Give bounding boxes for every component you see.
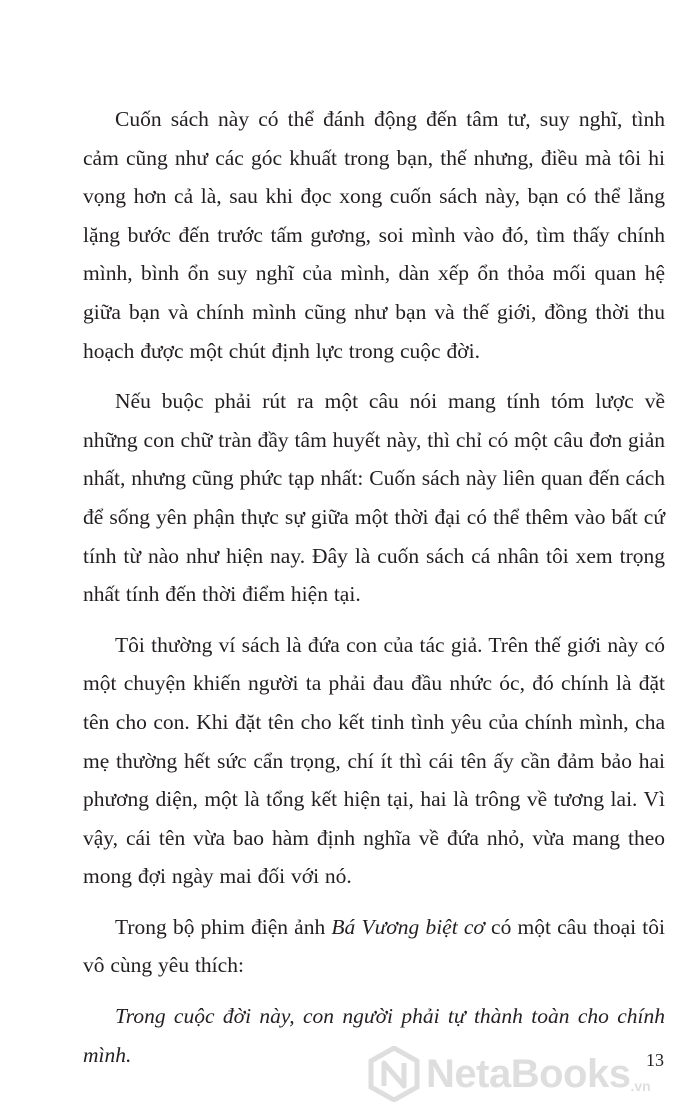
- paragraph-4-tail: có một câu thoại tôi vô cùng yêu thích:: [83, 914, 665, 978]
- page-body: [83, 100, 665, 1086]
- film-title: Bá Vương biệt cơ: [331, 914, 485, 939]
- watermark-suffix: .vn: [630, 1078, 651, 1094]
- watermark: [368, 1044, 651, 1104]
- paragraph-1: Cuốn sách này có thể đánh động đến tâm tư, suy nghĩ, tình cảm cũng như các góc khuất trong bạn, thế nhưng, điều mà tôi hi vọng hơn cả là, sau khi đọc xong cuốn sách này, bạn có thể lẳng lặng bước đến trước tấm gương, soi mình vào đó, tìm thấy chính mình, bình ổn suy nghĩ của mình, dàn xếp ổn thỏa mối quan hệ giữa bạn và chính mình cũng như bạn và thế giới, đồng thời thu hoạch được một chút định lực trong cuộc đời.: [83, 107, 665, 363]
- netabooks-logo-icon: [368, 1046, 420, 1102]
- paragraph-4: [83, 908, 665, 985]
- paragraph-4-lead: Trong bộ phim điện ảnh: [115, 914, 332, 939]
- paragraph-2: Nếu buộc phải rút ra một câu nói mang tính tóm lược về những con chữ tràn đầy tâm huyết này, thì chỉ có một câu đơn giản nhất, nhưng cũng phức tạp nhất: Cuốn sách này liên quan đến cách để sống yên phận thực sự giữa một thời đại có thể thêm vào bất cứ tính từ nào như hiện nay. Đây là cuốn sách cá nhân tôi xem trọng nhất tính đến thời điểm hiện tại.: [83, 389, 665, 607]
- quote-line: Trong cuộc đời này, con người phải tự thành toàn cho chính mình.: [83, 1004, 665, 1067]
- page-number: 13: [646, 1050, 664, 1070]
- watermark-brand: NetaBooks: [426, 1051, 631, 1096]
- paragraph-3: Tôi thường ví sách là đứa con của tác giả. Trên thế giới này có một chuyện khiến người ta phải đau đầu nhức óc, đó chính là đặt tên cho con. Khi đặt tên cho kết tinh tình yêu của chính mình, cha mẹ thường hết sức cẩn trọng, chí ít thì cái tên ấy cần đảm bảo hai phương diện, một là tổng kết hiện tại, hai là trông về tương lai. Vì vậy, cái tên vừa bao hàm định nghĩa về đứa nhỏ, vừa mang theo mong đợi ngày mai đối với nó.: [83, 632, 665, 889]
